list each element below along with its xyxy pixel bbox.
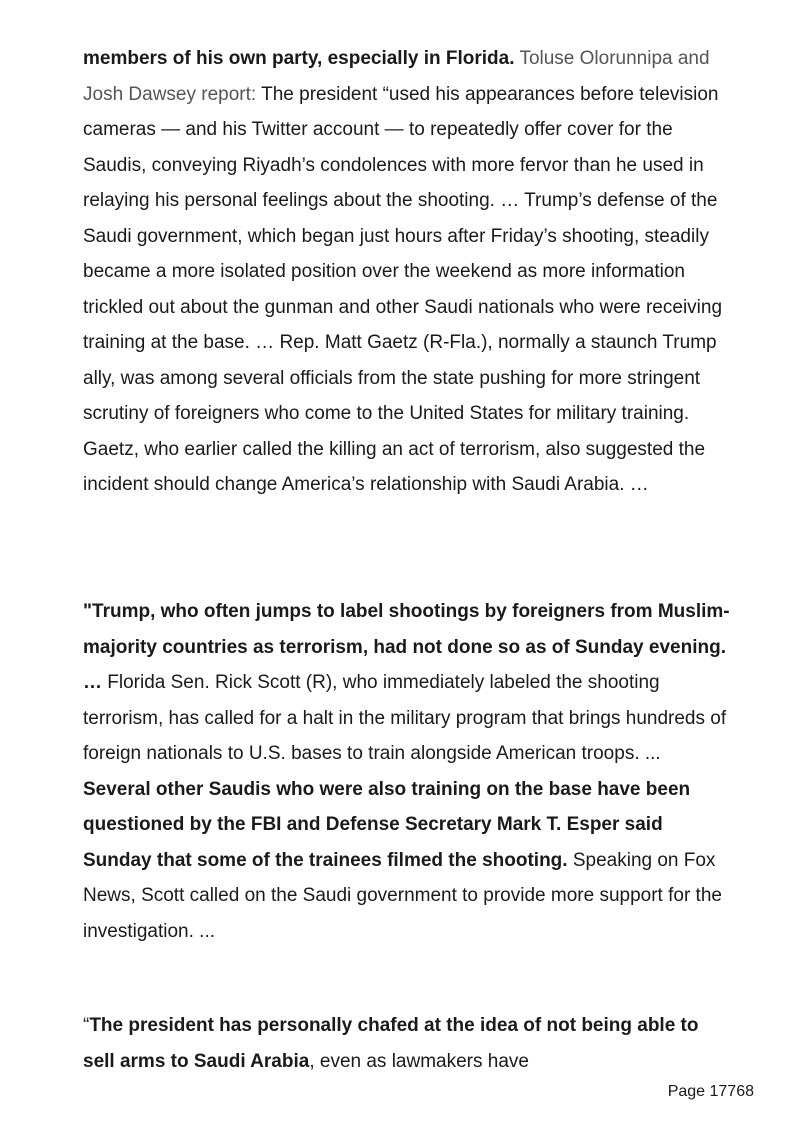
body-text: Florida Sen. Rick Scott (R), who immediately labeled the shooting terrorism, has called for a halt in the military program that brings hundreds of foreign nationals to U.S. bases to train alongside American troops. ... xyxy=(83,672,727,764)
body-text: , even as lawmakers have xyxy=(309,1050,529,1072)
body-text: Speaking on Fox News, Scott called on the Saudi government to provide more support for the investigation. ... xyxy=(83,849,722,942)
byline-link[interactable]: Toluse Olorunnipa and Josh Dawsey report: xyxy=(83,48,710,105)
bold-lead-text: members of his own party, especially in Florida. xyxy=(83,48,515,69)
body-text: The president “used his appearances before television cameras — and his Twitter account — to repeatedly offer cover for the Saudis, conveying Riyadh’s condolences with more fervor than he used in relaying his personal feelings about the shooting. … Trump’s defense of the Saudi government, which began just hours after Friday’s shooting, steadily became a more isolated position over the weekend as more information trickled out about the gunman and other Saudi nationals who were receiving training at the base. … Rep. Matt Gaetz (R-Fla.), normally a staunch Trump ally, was among several officials from the state pushing for more stringent scrutiny of foreigners who come to the United States for military training. Gaetz, who earlier called the killing an act of terrorism, also suggested the incident should change America’s relationship with Saudi Arabia. … xyxy=(83,83,723,495)
paragraph-1 xyxy=(83,41,733,503)
paragraph-2 xyxy=(83,594,733,949)
quote-mark: “ xyxy=(83,1015,90,1036)
bold-lead-text: "Trump, who often jumps to label shootings by foreigners from Muslim-majority countries as terrorism, had not done so as of Sunday evening. … xyxy=(83,601,730,693)
bold-quote-text: Several other Saudis who were also training on the base have been questioned by the FBI and Defense Secretary Mark T. Esper said Sunday that some of the trainees filmed the shooting. xyxy=(83,778,691,871)
paragraph-3 xyxy=(83,1008,733,1079)
bold-lead-text: The president has personally chafed at the idea of not being able to sell arms to Saudi Arabia xyxy=(83,1015,699,1072)
page-number: Page 17768 xyxy=(667,1083,754,1100)
